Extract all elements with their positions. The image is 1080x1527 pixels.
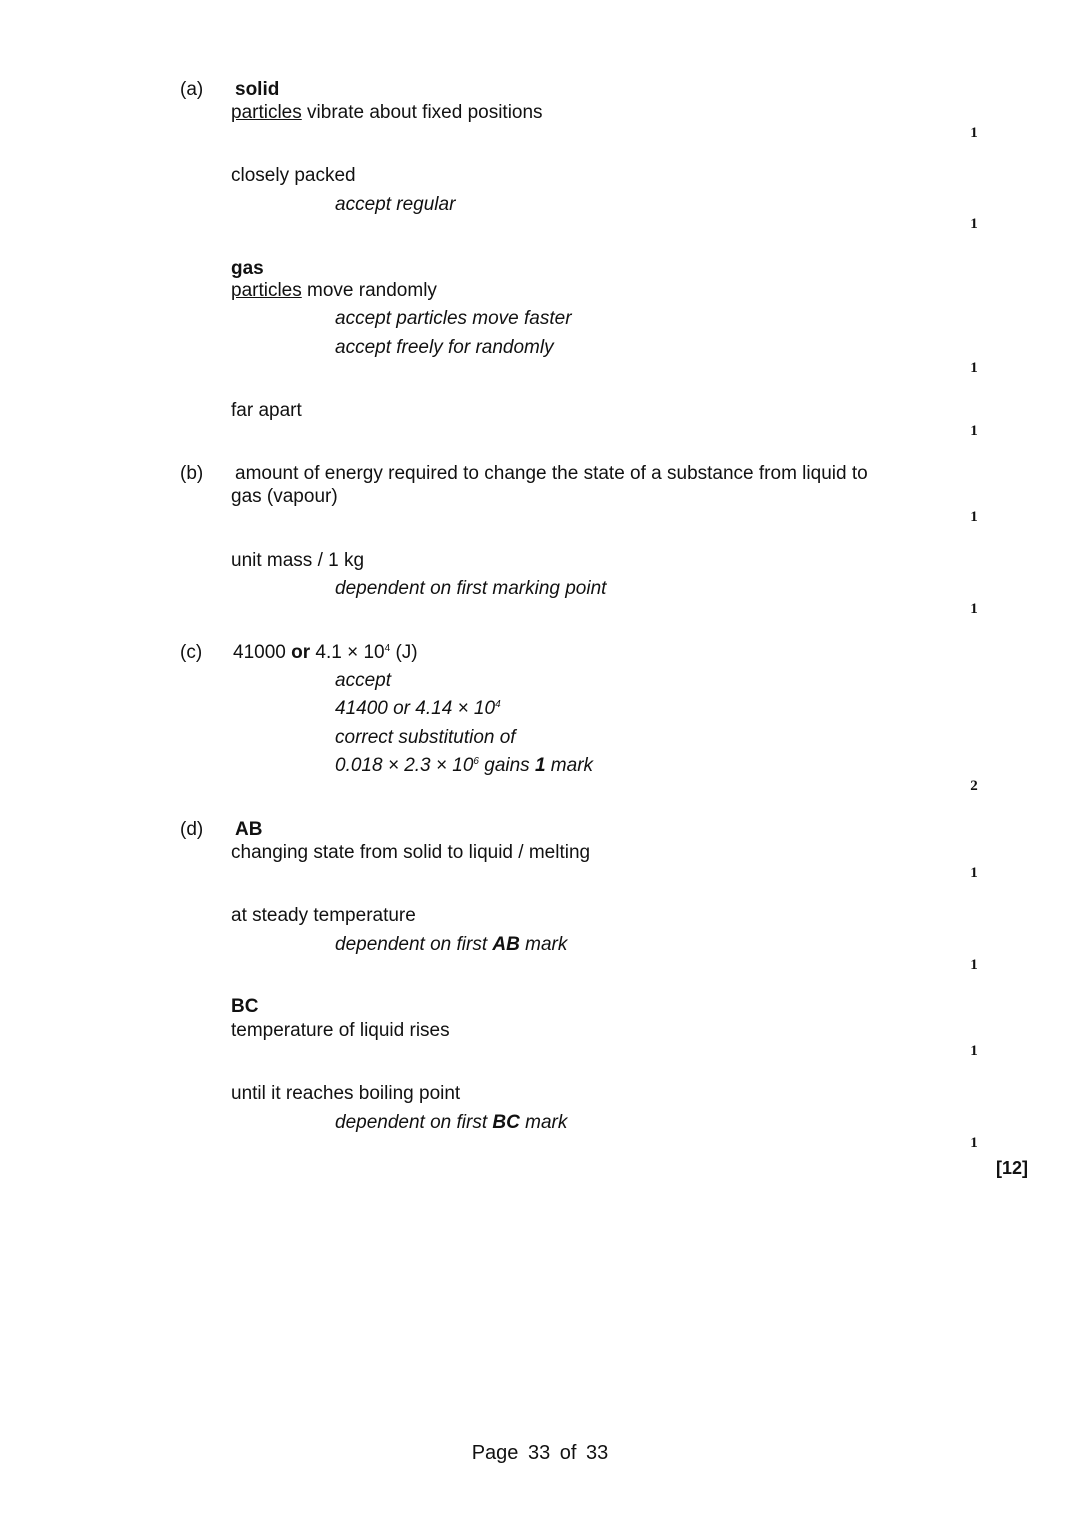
latent-heat-definition-cont: gas (vapour) (231, 486, 338, 507)
answer-text: vibrate about fixed positions (301, 102, 543, 123)
note-text: mark (519, 934, 568, 955)
marking-note: accept regular (335, 194, 456, 215)
part-label-d: (d) (180, 819, 204, 840)
unit-mass-answer: unit mass / 1 kg (231, 550, 365, 571)
ab-answer-2: at steady temperature (231, 905, 416, 926)
total-pages: 33 (586, 1442, 609, 1464)
part-label-c: (c) (180, 642, 203, 663)
exponent: 4 (384, 643, 391, 654)
marking-note: correct substitution of (335, 727, 516, 748)
mark-value: 1 (970, 1043, 978, 1059)
mark-value: 1 (970, 865, 978, 881)
marking-note (335, 755, 593, 777)
mark-value: 1 (970, 957, 978, 973)
note-text: dependent on first (335, 1112, 493, 1133)
energy-answer (233, 642, 418, 664)
note-text: gains (478, 755, 535, 776)
answer-text: move randomly (301, 280, 437, 301)
solid-heading: solid (235, 79, 280, 100)
part-label-a: (a) (180, 79, 204, 100)
note-text: dependent on first (335, 934, 493, 955)
marking-note: accept (335, 670, 391, 691)
mark-value: 1 (970, 216, 978, 232)
page-word: Page (471, 1442, 519, 1464)
solid-answer-1 (231, 102, 543, 124)
exponent: 6 (473, 756, 479, 767)
gas-answer-1 (231, 280, 437, 302)
bc-answer-1: temperature of liquid rises (231, 1020, 450, 1041)
part-label-b: (b) (180, 463, 204, 484)
bc-answer-2: until it reaches boiling point (231, 1083, 461, 1104)
marking-note: accept particles move faster (335, 308, 572, 329)
underlined-keyword: particles (231, 280, 302, 301)
marking-note (335, 934, 567, 956)
gas-answer-2: far apart (231, 400, 302, 421)
mark-count: 1 (534, 755, 546, 776)
mark-value: 1 (970, 423, 978, 439)
note-text: mark (545, 755, 594, 776)
mark-value: 1 (970, 360, 978, 376)
mark-value: 1 (970, 601, 978, 617)
mark-value: 1 (970, 1135, 978, 1151)
answer-text: 41000 (233, 642, 292, 663)
unit: (J) (390, 642, 418, 663)
page-footer (0, 1442, 1080, 1464)
total-marks: [12] (996, 1158, 1029, 1178)
answer-text: 4.1 × 10 (310, 642, 385, 663)
marking-note: accept freely for randomly (335, 337, 554, 358)
underlined-keyword: particles (231, 102, 302, 123)
bc-heading: BC (231, 996, 259, 1017)
exponent: 4 (495, 699, 501, 710)
marking-note: dependent on first marking point (335, 578, 607, 599)
mark-value: 1 (970, 509, 978, 525)
note-bold: AB (492, 934, 520, 955)
ab-heading: AB (235, 819, 263, 840)
mark-value: 2 (970, 778, 978, 794)
note-text: 0.018 × 2.3 × 10 (335, 755, 474, 776)
marking-note (335, 698, 501, 720)
latent-heat-definition: amount of energy required to change the state of a substance from liquid to (235, 463, 868, 484)
or-keyword: or (291, 642, 311, 663)
page-number: 33 (527, 1442, 551, 1464)
note-text: mark (519, 1112, 568, 1133)
note-text: 41400 or 4.14 × 10 (335, 698, 496, 719)
of-word: of (559, 1442, 577, 1464)
marking-note (335, 1112, 567, 1134)
mark-value: 1 (970, 125, 978, 141)
solid-answer-2: closely packed (231, 165, 356, 186)
note-bold: BC (492, 1112, 520, 1133)
ab-answer-1: changing state from solid to liquid / melting (231, 842, 591, 863)
gas-heading: gas (231, 258, 264, 279)
